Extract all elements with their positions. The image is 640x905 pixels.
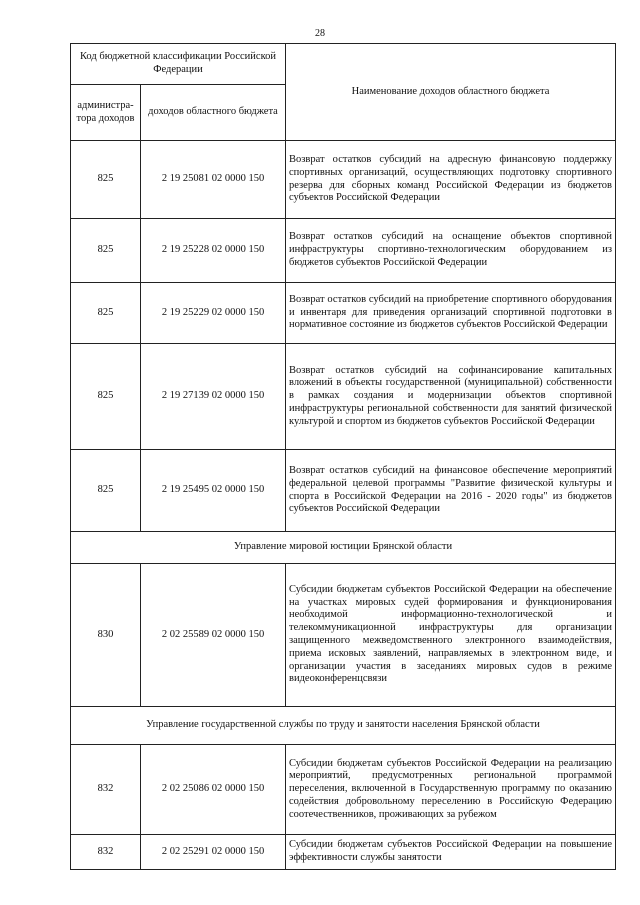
admin-code-cell: 825 [71,344,141,450]
table-row [71,283,616,344]
admin-code-cell: 825 [71,141,141,219]
admin-code-cell: 830 [71,564,141,707]
budget-table [70,43,616,870]
revenue-code-cell: 2 19 25495 02 0000 150 [141,450,286,532]
table-row [71,745,616,835]
admin-code-cell: 832 [71,835,141,870]
section-title-magistrates: Управление мировой юстиции Брянской области [71,532,616,564]
table-row [71,344,616,450]
header-revenue-name: Наименование доходов областного бюджета [286,44,616,141]
revenue-code-cell: 2 02 25086 02 0000 150 [141,745,286,835]
revenue-code-cell: 2 19 27139 02 0000 150 [141,344,286,450]
revenue-name-cell: Возврат остатков субсидий на оснащение объектов спортивной инфраструктуры спортивно-технологическим оборудованием из бюджетов субъектов Российской Федерации [286,219,616,283]
revenue-code-cell: 2 19 25229 02 0000 150 [141,283,286,344]
table-row [71,141,616,219]
admin-code-cell: 825 [71,283,141,344]
section-title-employment: Управление государственной службы по труду и занятости населения Брянской области [71,707,616,745]
revenue-code-cell: 2 19 25081 02 0000 150 [141,141,286,219]
page-number: 28 [315,28,325,39]
revenue-name-cell: Возврат остатков субсидий на адресную финансовую поддержку спортивных организаций, осуществляющих подготовку спортивного резерва для сборных команд Российской Федерации из бюджетов субъектов Российской Федерации [286,141,616,219]
revenue-name-cell: Субсидии бюджетам субъектов Российской Федерации на повышение эффективности службы занятости [286,835,616,870]
header-admin: администра-тора доходов [71,85,141,141]
revenue-name-cell: Субсидии бюджетам субъектов Российской Федерации на обеспечение на участках мировых судей формирования и функционирования необходимой информационно-технологической и телекоммуникационной инфраструктуры для организации защищенного межведомственного электронного взаимодействия, приема исковых заявлений, направляемых в электронном виде, и организации участия в заседаниях мировых судов в режиме видеоконференцсвязи [286,564,616,707]
admin-code-cell: 825 [71,219,141,283]
revenue-name-cell: Возврат остатков субсидий на приобретение спортивного оборудования и инвентаря для приведения организаций спортивной подготовки в нормативное состояние из бюджетов субъектов Российской Федерации [286,283,616,344]
revenue-name-cell: Возврат остатков субсидий на софинансирование капитальных вложений в объекты государственной (муниципальной) собственности в рамках создания и модернизации объектов спортивной инфраструктуры региональной собственности для занятий физической культурой и спортом из бюджетов субъектов Российской Федерации [286,344,616,450]
admin-code-cell: 825 [71,450,141,532]
revenue-code-cell: 2 02 25589 02 0000 150 [141,564,286,707]
admin-code-cell: 832 [71,745,141,835]
revenue-code-cell: 2 19 25228 02 0000 150 [141,219,286,283]
revenue-name-cell: Возврат остатков субсидий на финансовое обеспечение мероприятий федеральной целевой программы "Развитие физической культуры и спорта в Российской Федерации на 2016 - 2020 годы" из бюджетов субъектов Российской Федерации [286,450,616,532]
revenue-name-cell: Субсидии бюджетам субъектов Российской Федерации на реализацию мероприятий, предусмотренных региональной программой переселения, включенной в Государственную программу по оказанию содействия добровольному переселению в Российскую Федерацию соотечественников, проживающих за рубежом [286,745,616,835]
table-row [71,835,616,870]
section-heading-row [71,707,616,745]
header-revenue-code: доходов областного бюджета [141,85,286,141]
header-classification-code: Код бюджетной классификации Российской Федерации [71,44,286,85]
table-row [71,219,616,283]
revenue-code-cell: 2 02 25291 02 0000 150 [141,835,286,870]
section-heading-row [71,532,616,564]
table-row [71,564,616,707]
table-row [71,450,616,532]
header-row-group [71,44,616,85]
